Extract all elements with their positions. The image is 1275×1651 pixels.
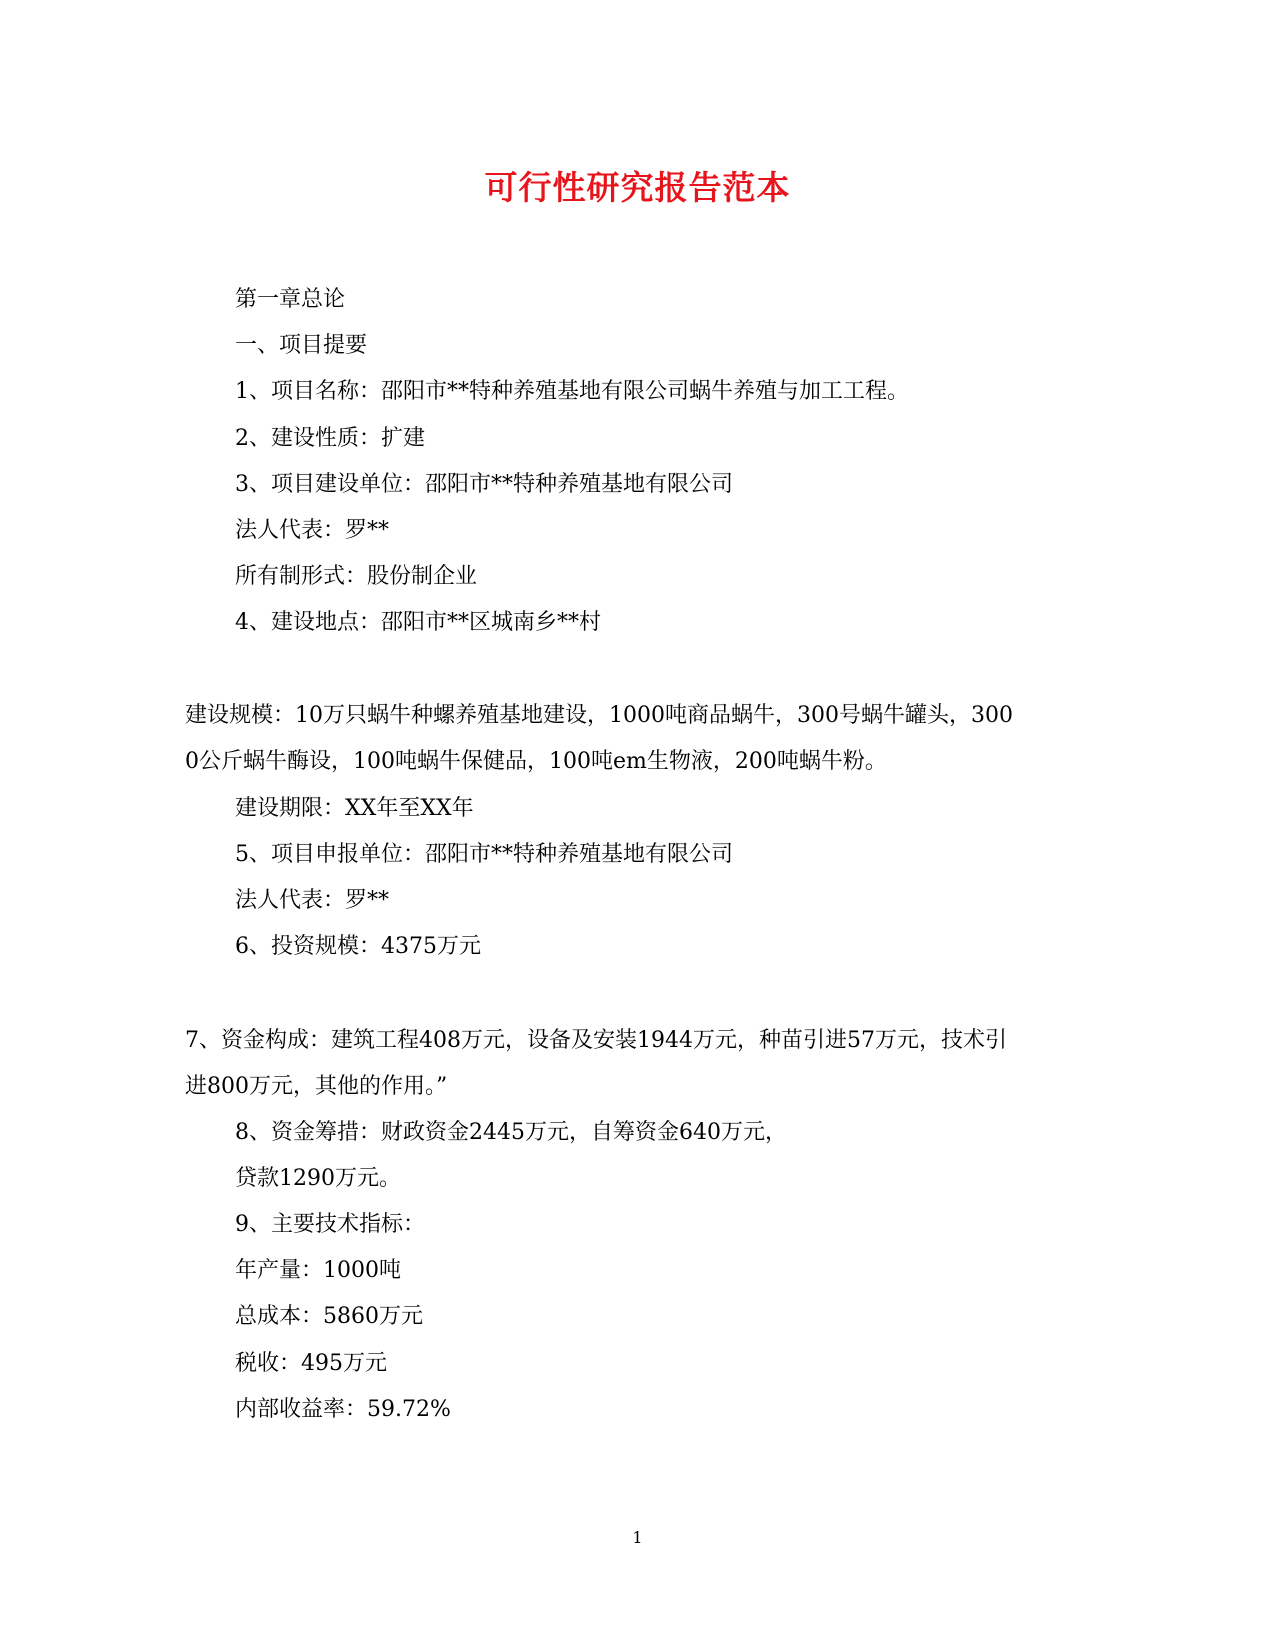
text-line: 年产量：1000吨 <box>235 1258 401 1283</box>
text-line: 法人代表：罗** <box>235 518 390 543</box>
text-line: 贷款1290万元。 <box>235 1166 401 1191</box>
text-line: 2、建设性质：扩建 <box>235 426 425 451</box>
text-line: 建设规模：10万只蜗牛种螺养殖基地建设，1000吨商品蜗牛，300号蜗牛罐头，300 <box>185 703 1013 728</box>
text-line: 进800万元，其他的作用。” <box>185 1074 448 1099</box>
text-line: 3、项目建设单位：邵阳市**特种养殖基地有限公司 <box>235 472 733 497</box>
text-line: 7、资金构成：建筑工程408万元，设备及安装1944万元，种苗引进57万元，技术引 <box>185 1028 1007 1053</box>
text-line: 9、主要技术指标： <box>235 1212 425 1237</box>
page-number: 1 <box>632 1528 643 1547</box>
text-line: 1、项目名称：邵阳市**特种养殖基地有限公司蜗牛养殖与加工工程。 <box>235 379 909 404</box>
text-line: 0公斤蜗牛酶设，100吨蜗牛保健品，100吨em生物液，200吨蜗牛粉。 <box>185 749 887 774</box>
text-line: 建设期限：XX年至XX年 <box>235 796 474 821</box>
document-title: 可行性研究报告范本 <box>484 168 791 207</box>
text-line: 5、项目申报单位：邵阳市**特种养殖基地有限公司 <box>235 842 733 867</box>
chapter-heading: 第一章总论 <box>235 287 346 312</box>
text-line: 8、资金筹措：财政资金2445万元，自筹资金640万元， <box>235 1120 787 1145</box>
text-line: 所有制形式：股份制企业 <box>235 564 478 589</box>
text-line: 法人代表：罗** <box>235 888 390 913</box>
text-line: 总成本：5860万元 <box>235 1304 423 1329</box>
section-heading: 一、项目提要 <box>235 333 368 358</box>
text-line: 4、建设地点：邵阳市**区城南乡**村 <box>235 610 601 635</box>
text-line: 税收：495万元 <box>235 1351 387 1376</box>
text-line: 内部收益率：59.72% <box>235 1397 451 1422</box>
text-line: 6、投资规模：4375万元 <box>235 934 481 959</box>
